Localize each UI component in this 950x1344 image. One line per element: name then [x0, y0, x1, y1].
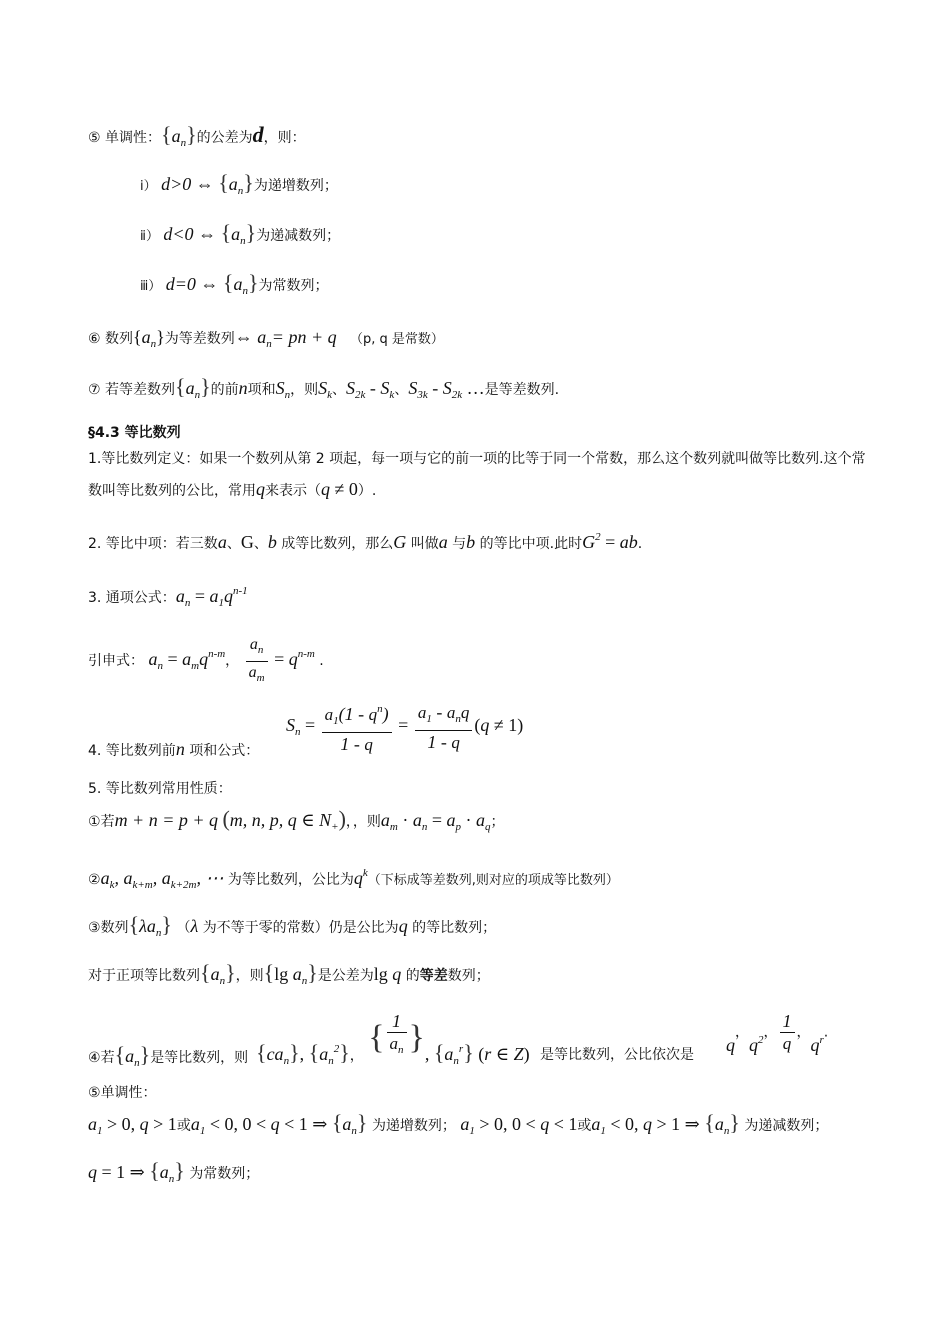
text: ，则 [352, 814, 381, 830]
text: 为常数列； [258, 278, 329, 294]
formula: d<0 [163, 224, 194, 244]
text: 成等比数列，那么 [281, 536, 394, 552]
geo-general-term: 3. 通项公式：$a_n = a_1q^{n-1}$ [88, 585, 248, 609]
marker: ⑤ [88, 130, 101, 146]
text: 单调性： [100, 1085, 157, 1101]
text: 单调性： [105, 130, 162, 146]
label: 项和公式： [189, 743, 260, 759]
text: 的等比中项.此时 [479, 536, 583, 552]
emphasis-text: 等差 [419, 968, 448, 984]
text: 2. 等比中项：若三数 [88, 536, 218, 552]
geo-derived: 引申式： $a_n = a_mq^{n-m}$， $\frac{a_n}{a_m}$ = $q^{n-m}$ . [88, 635, 324, 684]
label: 3. 通项公式： [88, 590, 176, 606]
geo-props-title: 5. 等比数列常用性质： [88, 781, 232, 797]
text: 数列 [100, 920, 129, 936]
label: ⅰ） [140, 179, 157, 194]
label: ⅲ） [140, 279, 162, 294]
text: 若 [100, 814, 115, 830]
text: 的前 [210, 382, 239, 398]
text: 为递减数列； [744, 1118, 829, 1134]
text: 若等差数列 [105, 382, 176, 398]
text: 的 [405, 968, 420, 984]
text: 的等比数列； [412, 920, 497, 936]
geo-mean-line: 2. 等比中项：若三数a、G、b 成等比数列，那么G 叫做a 与b 的等比中项.此时$G^2$ = ab. [88, 531, 643, 552]
formula: d=0 [165, 274, 196, 294]
marker: ② [88, 872, 101, 888]
text: 项和 [247, 382, 276, 398]
marker: ⑦ [88, 382, 101, 398]
text: （下标成等差数列,则对应的项成等比数列） [367, 873, 619, 888]
geo-prop3b: 对于正项等比数列$\{a_n\}$，则{lg $a_n$}是公差为lg q 的等差数列； [88, 960, 490, 987]
arith-prop5-line: ⑤ 单调性：$\{a_n\}$的公差为d，则： [88, 122, 306, 149]
marker: ⑥ [88, 331, 101, 347]
arith-prop7-line: ⑦ 若等差数列$\{a_n\}$的前n项和$S_n$，则$S_k$、$S_{2k} - S_k$、$S_{3k} - S_{2k}$ …是等差数列. [88, 374, 560, 401]
marker: ④ [88, 1050, 101, 1066]
text: 是等比数列，则 [150, 1050, 249, 1066]
text: 若 [100, 1050, 115, 1066]
geo-definition: 1.等比数列定义：如果一个数列从第 2 项起，每一项与它的前一项的比等于同一个常数，那么这个数列就叫做等比数列.这个常数叫等比数列的公比，常用q来表示（q ≠ 0）. [88, 451, 866, 499]
text: 的公差为 [196, 130, 253, 146]
formula: d>0 [161, 174, 192, 194]
text: 数列； [447, 968, 490, 984]
geo-sum-formula: 4. 等比数列前n 项和公式： $S_n$ = $\frac{a_1(1 - q^n)}{1 - q}$ = $\frac{a_1 - a_nq}{1 - q}$ (q ≠ 1) [88, 698, 890, 760]
text: 与 [452, 536, 467, 552]
text: （ [176, 920, 191, 936]
text: 为常数列； [189, 1166, 260, 1182]
text: 为不等于零的常数）仍是公比为 [202, 920, 399, 936]
geo-prop5 [88, 1082, 890, 1104]
text: 是公差为 [317, 968, 374, 984]
label: ⅱ） [140, 229, 159, 244]
text: 来表示（ [265, 483, 321, 499]
note: （p, q 是常数） [349, 332, 444, 347]
arith-prop5-ii: ⅱ） d<0 ⇔ $\{a_n\}$为递减数列； [140, 220, 341, 247]
arith-prop5-iii: ⅲ） d=0 ⇔ $\{a_n\}$为常数列； [140, 270, 329, 297]
text: 为等比数列，公比为 [227, 872, 354, 888]
geo-prop1: ①若m + n = p + q (m, n, p, q ∈ $N_+$)，，则$a_m \cdot a_n = a_p \cdot a_q$； [88, 806, 505, 833]
text: ，则 [235, 968, 264, 984]
text: 为等差数列 [164, 331, 235, 347]
text: 是等比数列，公比依次是 [540, 1047, 694, 1063]
section-heading: §4.3 等比数列 [88, 425, 181, 441]
text: 为递增数列； [253, 178, 338, 194]
geo-mono-line2: q = 1 ⇒ $\{a_n\}$ 为常数列； [88, 1158, 260, 1185]
text: 叫做 [410, 536, 439, 552]
marker: ③ [88, 920, 101, 936]
text: 数列 [105, 331, 134, 347]
marker: ① [88, 814, 101, 830]
geo-prop3: ③数列$\{\lambda a_n\}$ （λ 为不等于零的常数）仍是公比为q 的等比数列； [88, 912, 497, 939]
geo-prop2: $②a_k$, $a_{k+m}$, $a_{k+2m}$, ⋯ 为等比数列，公比为$q^k$（下标成等差数列,则对应的项成等比数列） [88, 867, 619, 891]
arith-prop6-line: ⑥ 数列$\{a_n\}$为等差数列⇔ $a_n=$ pn + q （p, q 是常数） [88, 327, 444, 350]
text: 为递减数列； [256, 228, 341, 244]
text: 1.等比数列定义：如果一个数列从第 2 项起，每一项与它的前一项的比等于同一个常数，那么这个数列就叫做等比数列.这个常数叫等比数列的公比，常用 [88, 451, 866, 499]
text: ，则 [290, 382, 319, 398]
label: 4. 等比数列前 [88, 743, 176, 759]
marker: ⑤ [88, 1085, 101, 1101]
text: ，则： [263, 130, 306, 146]
geo-prop4: ④若$\{a_n\}$是等比数列，则 $\{ca_n\}$, $\{a_n^2\}$， { $\frac{1}{a_n}$ }, $\{a_n^r\}$ (r ∈ Z) 是等比数列，公比依次是 q，$q^2$， $\frac{1}{q}$ ，$q^r$. [88, 1011, 829, 1069]
arith-prop5-i: ⅰ） d>0 ⇔ $\{a_n\}$为递增数列； [140, 170, 338, 197]
text: 是等差数列. [484, 382, 560, 398]
label: 引申式： [88, 653, 144, 669]
geo-mono-line1: $a_1 > 0$, q > 1或$a_1 < 0$, 0 < q < 1 ⇒ $\{a_n\}$ 为递增数列； $a_1 > 0$, 0 < q < 1或$a_1 < 0$, q > 1 ⇒ $\{a_n\}$ 为递减数列； [88, 1110, 829, 1137]
formula: = pn + q [271, 327, 337, 347]
text: ）. [357, 483, 377, 499]
text: 对于正项等比数列 [88, 968, 200, 984]
text: 为递增数列； [371, 1118, 456, 1134]
